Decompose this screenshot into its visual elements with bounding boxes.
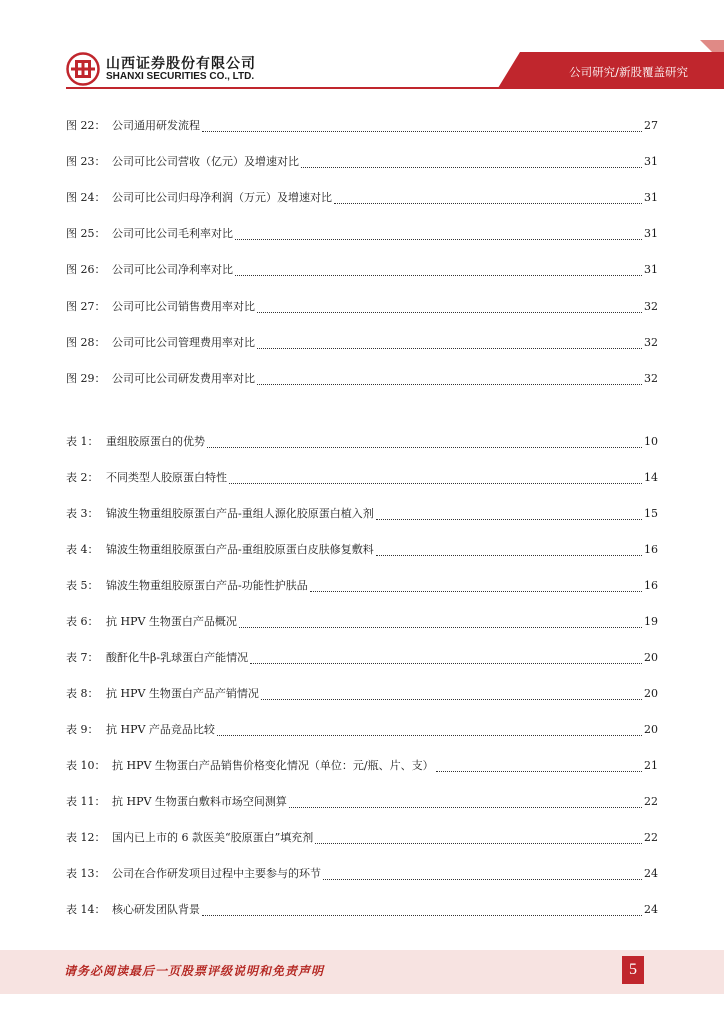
toc-title: 酸酐化牛β-乳球蛋白产能情况 bbox=[106, 651, 249, 664]
company-logo-icon bbox=[66, 52, 100, 86]
toc-figure-row[interactable] bbox=[66, 370, 658, 390]
toc-leader bbox=[334, 194, 642, 204]
toc-title: 公司可比公司毛利率对比 bbox=[112, 227, 233, 240]
toc-page-number: 14 bbox=[644, 471, 658, 484]
toc-title: 公司在合作研发项目过程中主要参与的环节 bbox=[112, 867, 321, 880]
toc-title: 抗 HPV 生物蛋白产品概况 bbox=[106, 615, 237, 628]
toc-title: 公司可比公司销售费用率对比 bbox=[112, 300, 255, 313]
toc-leader bbox=[301, 158, 642, 168]
toc-page-number: 22 bbox=[644, 831, 658, 844]
toc-title: 公司可比公司归母净利润（万元）及增速对比 bbox=[112, 191, 332, 204]
toc-table-row[interactable] bbox=[66, 541, 658, 561]
toc-page-number: 22 bbox=[644, 795, 658, 808]
toc-page-number: 32 bbox=[644, 336, 658, 349]
toc-leader bbox=[310, 582, 642, 592]
toc-label: 表 5： bbox=[66, 579, 99, 592]
toc-leader bbox=[207, 438, 642, 448]
toc-page-number: 20 bbox=[644, 651, 658, 664]
toc-title: 公司可比公司净利率对比 bbox=[112, 263, 233, 276]
toc-label: 图 26： bbox=[66, 263, 106, 276]
toc-leader bbox=[261, 690, 642, 700]
toc-label: 表 2： bbox=[66, 471, 99, 484]
toc-title: 公司通用研发流程 bbox=[112, 119, 200, 132]
toc-title: 抗 HPV 生物蛋白产品产销情况 bbox=[106, 687, 259, 700]
toc-leader bbox=[235, 266, 642, 276]
toc-figure-row[interactable] bbox=[66, 189, 658, 209]
toc-leader bbox=[239, 618, 642, 628]
toc-leader bbox=[217, 726, 642, 736]
toc-label: 表 10： bbox=[66, 759, 106, 772]
toc-label: 表 13： bbox=[66, 867, 106, 880]
toc-table-row[interactable] bbox=[66, 577, 658, 597]
toc-page-number: 32 bbox=[644, 300, 658, 313]
toc-label: 图 22： bbox=[66, 119, 106, 132]
toc-page-number: 31 bbox=[644, 191, 658, 204]
report-type-tag: 公司研究/新股覆盖研究 bbox=[569, 65, 688, 79]
toc-label: 表 12： bbox=[66, 831, 106, 844]
toc-label: 图 24： bbox=[66, 191, 106, 204]
toc-title: 不同类型人胶原蛋白特性 bbox=[106, 471, 227, 484]
toc-label: 表 8： bbox=[66, 687, 99, 700]
toc-title: 国内已上市的 6 款医美“胶原蛋白”填充剂 bbox=[112, 831, 314, 844]
toc-title: 抗 HPV 产品竞品比较 bbox=[106, 723, 215, 736]
toc-label: 表 14： bbox=[66, 903, 106, 916]
toc-leader bbox=[257, 375, 642, 385]
company-name-cn: 山西证券股份有限公司 bbox=[106, 56, 256, 72]
toc-table-row[interactable] bbox=[66, 721, 658, 741]
toc-label: 表 4： bbox=[66, 543, 99, 556]
toc-title: 抗 HPV 生物蛋白敷料市场空间测算 bbox=[112, 795, 287, 808]
toc-table-row[interactable] bbox=[66, 901, 658, 921]
toc-page-number: 24 bbox=[644, 867, 658, 880]
toc-title: 公司可比公司管理费用率对比 bbox=[112, 336, 255, 349]
toc-leader bbox=[202, 906, 642, 916]
toc-leader bbox=[202, 122, 642, 132]
toc-figure-row[interactable] bbox=[66, 298, 658, 318]
toc-table-row[interactable] bbox=[66, 829, 658, 849]
toc-page-number: 31 bbox=[644, 263, 658, 276]
toc-page-number: 31 bbox=[644, 155, 658, 168]
toc-figure-row[interactable] bbox=[66, 117, 658, 137]
toc-leader bbox=[289, 798, 642, 808]
toc-page-number: 20 bbox=[644, 687, 658, 700]
toc-leader bbox=[235, 230, 642, 240]
page-number: 5 bbox=[622, 956, 644, 984]
toc-title: 锦波生物重组胶原蛋白产品-重组胶原蛋白皮肤修复敷料 bbox=[106, 543, 374, 556]
toc-leader bbox=[436, 762, 642, 772]
toc-label: 图 27： bbox=[66, 300, 106, 313]
toc-table-row[interactable] bbox=[66, 433, 658, 453]
toc-page-number: 16 bbox=[644, 579, 658, 592]
toc-page-number: 24 bbox=[644, 903, 658, 916]
company-name-en: SHANXI SECURITIES CO., LTD. bbox=[106, 71, 255, 82]
toc-title: 核心研发团队背景 bbox=[112, 903, 200, 916]
toc-label: 表 3： bbox=[66, 507, 99, 520]
toc-leader bbox=[257, 303, 642, 313]
toc-page-number: 15 bbox=[644, 507, 658, 520]
toc-page-number: 31 bbox=[644, 227, 658, 240]
toc-label: 表 1： bbox=[66, 435, 99, 448]
toc-label: 图 23： bbox=[66, 155, 106, 168]
toc-label: 表 9： bbox=[66, 723, 99, 736]
toc-page-number: 20 bbox=[644, 723, 658, 736]
toc-leader bbox=[229, 474, 642, 484]
toc-title: 抗 HPV 生物蛋白产品销售价格变化情况（单位：元/瓶、片、支） bbox=[112, 759, 434, 772]
toc-leader bbox=[257, 339, 642, 349]
toc-leader bbox=[376, 510, 642, 520]
toc-label: 图 29： bbox=[66, 372, 106, 385]
toc-table-row[interactable] bbox=[66, 469, 658, 489]
toc-page-number: 27 bbox=[644, 119, 658, 132]
toc-table-row[interactable] bbox=[66, 505, 658, 525]
toc-table-row[interactable] bbox=[66, 865, 658, 885]
footer-disclaimer: 请务必阅读最后一页股票评级说明和免责声明 bbox=[64, 964, 325, 978]
toc-label: 图 28： bbox=[66, 336, 106, 349]
toc-title: 重组胶原蛋白的优势 bbox=[106, 435, 205, 448]
toc-leader bbox=[376, 546, 642, 556]
toc-title: 公司可比公司研发费用率对比 bbox=[112, 372, 255, 385]
toc-leader bbox=[323, 870, 642, 880]
toc-label: 表 11： bbox=[66, 795, 106, 808]
toc-table-row[interactable] bbox=[66, 793, 658, 813]
toc-table-row[interactable] bbox=[66, 757, 658, 777]
toc-page-number: 21 bbox=[644, 759, 658, 772]
toc-table-row[interactable] bbox=[66, 685, 658, 705]
toc-page-number: 32 bbox=[644, 372, 658, 385]
toc-leader bbox=[315, 834, 642, 844]
page-header bbox=[0, 0, 724, 100]
toc-page-number: 10 bbox=[644, 435, 658, 448]
toc-figure-row[interactable] bbox=[66, 153, 658, 173]
toc-label: 表 6： bbox=[66, 615, 99, 628]
toc-table-row[interactable] bbox=[66, 649, 658, 669]
toc-figure-row[interactable] bbox=[66, 261, 658, 281]
toc-title: 公司可比公司营收（亿元）及增速对比 bbox=[112, 155, 299, 168]
toc-figure-row[interactable] bbox=[66, 225, 658, 245]
toc-page-number: 19 bbox=[644, 615, 658, 628]
toc-title: 锦波生物重组胶原蛋白产品-功能性护肤品 bbox=[106, 579, 308, 592]
toc-title: 锦波生物重组胶原蛋白产品-重组人源化胶原蛋白植入剂 bbox=[106, 507, 374, 520]
toc-page-number: 16 bbox=[644, 543, 658, 556]
toc-leader bbox=[250, 654, 642, 664]
toc-label: 表 7： bbox=[66, 651, 99, 664]
toc-figure-row[interactable] bbox=[66, 334, 658, 354]
toc-label: 图 25： bbox=[66, 227, 106, 240]
toc-table-row[interactable] bbox=[66, 613, 658, 633]
